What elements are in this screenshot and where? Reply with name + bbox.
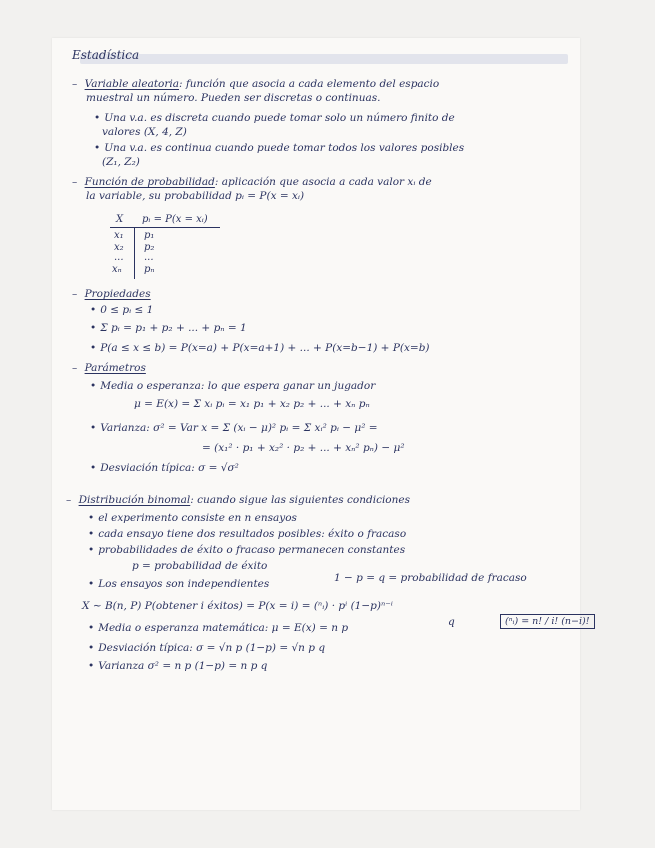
variable-def1: : función que asocia a cada elemento del espacio	[179, 78, 440, 90]
table-cell: ...	[114, 252, 124, 263]
variable-def-line1	[72, 78, 439, 91]
title-highlight	[80, 54, 568, 64]
combinatorial-box: (ⁿᵢ) = n! / i! (n−i)!	[500, 614, 595, 629]
parametros-heading	[72, 362, 146, 375]
binomial-formula: X ∼ B(n, P) P(obtener i éxitos) = P(x = i) = (ⁿᵢ) · pⁱ (1−p)ⁿ⁻ⁱ	[82, 600, 393, 612]
table-cell: xₙ	[112, 264, 122, 275]
binomial-varianza: • Varianza σ² = n p (1−p) = n p q	[88, 660, 267, 673]
varianza-formula2: = (x₁² · p₁ + x₂² · p₂ + ... + xₙ² pₙ) − μ²	[202, 442, 405, 454]
propiedad-2: • Σ pᵢ = p₁ + p₂ + ... + pₙ = 1	[90, 322, 247, 335]
table-cell: x₁	[114, 230, 124, 241]
binomial-term: Distribución binomal	[78, 494, 191, 506]
variable-def2: muestral un número. Pueden ser discretas o continuas.	[86, 92, 381, 104]
table-vline	[134, 227, 135, 279]
binomial-def	[66, 494, 410, 507]
media-def: • Media o esperanza: lo que espera ganar un jugador	[90, 380, 375, 393]
binomial-formula-q: q	[448, 616, 455, 628]
notebook-page	[52, 38, 590, 810]
table-header-x: X	[116, 214, 124, 225]
table-cell: p₁	[144, 230, 155, 241]
table-cell: p₂	[144, 242, 155, 253]
variable-bullet2b: (Z₁, Z₂)	[102, 156, 140, 168]
variable-bullet2: • Una v.a. es continua cuando puede tomar todos los valores posibles	[94, 142, 464, 155]
desviacion-formula: • Desviación típica: σ = √σ²	[90, 462, 239, 475]
table-cell: x₂	[114, 242, 124, 253]
propiedades-heading	[72, 288, 151, 301]
funcion-def2: la variable, su probabilidad pᵢ = P(x = xᵢ)	[86, 190, 305, 202]
variable-term: Variable aleatoria	[84, 78, 180, 90]
binomial-p-def: p = probabilidad de éxito	[132, 560, 268, 572]
binomial-media: • Media o esperanza matemática: μ = E(x) = n p	[88, 622, 348, 635]
table-cell: pₙ	[144, 264, 155, 275]
propiedad-1: • 0 ≤ pᵢ ≤ 1	[90, 304, 153, 317]
table-cell: ...	[144, 252, 154, 263]
binomial-cond-2: • cada ensayo tiene dos resultados posibles: éxito o fracaso	[88, 528, 406, 541]
binomial-def-text: : cuando sigue las siguientes condiciones	[190, 494, 410, 506]
varianza-formula1: • Varianza: σ² = Var x = Σ (xᵢ − μ)² pᵢ = Σ xᵢ² pᵢ − μ² =	[90, 422, 378, 435]
binomial-desviacion: • Desviación típica: σ = √n p (1−p) = √n p q	[88, 642, 325, 655]
propiedades-term: Propiedades	[84, 288, 151, 300]
table-header-p: pᵢ = P(x = xᵢ)	[142, 214, 208, 225]
variable-bullet1b: valores (X, 4, Z)	[102, 126, 187, 138]
binomial-cond-4: • Los ensayos son independientes	[88, 578, 269, 591]
funcion-term: Función de probabilidad	[84, 176, 215, 188]
page-title: Estadística	[72, 48, 140, 62]
binomial-cond-3: • probabilidades de éxito o fracaso permanecen constantes	[88, 544, 405, 557]
media-formula: μ = E(x) = Σ xᵢ pᵢ = x₁ p₁ + x₂ p₂ + ... + xₙ pₙ	[134, 398, 370, 410]
binomial-cond-1: • el experimento consiste en n ensayos	[88, 512, 297, 525]
binomial-q-def: 1 − p = q = probabilidad de fracaso	[334, 572, 527, 584]
funcion-def1: : aplicación que asocia a cada valor xᵢ de	[214, 176, 432, 188]
parametros-term: Parámetros	[84, 362, 146, 374]
propiedad-3: • P(a ≤ x ≤ b) = P(x=a) + P(x=a+1) + ... + P(x=b−1) + P(x=b)	[90, 342, 430, 355]
funcion-def-line1	[72, 176, 432, 189]
variable-bullet1: • Una v.a. es discreta cuando puede tomar solo un número finito de	[94, 112, 455, 125]
table-hline	[110, 227, 220, 228]
